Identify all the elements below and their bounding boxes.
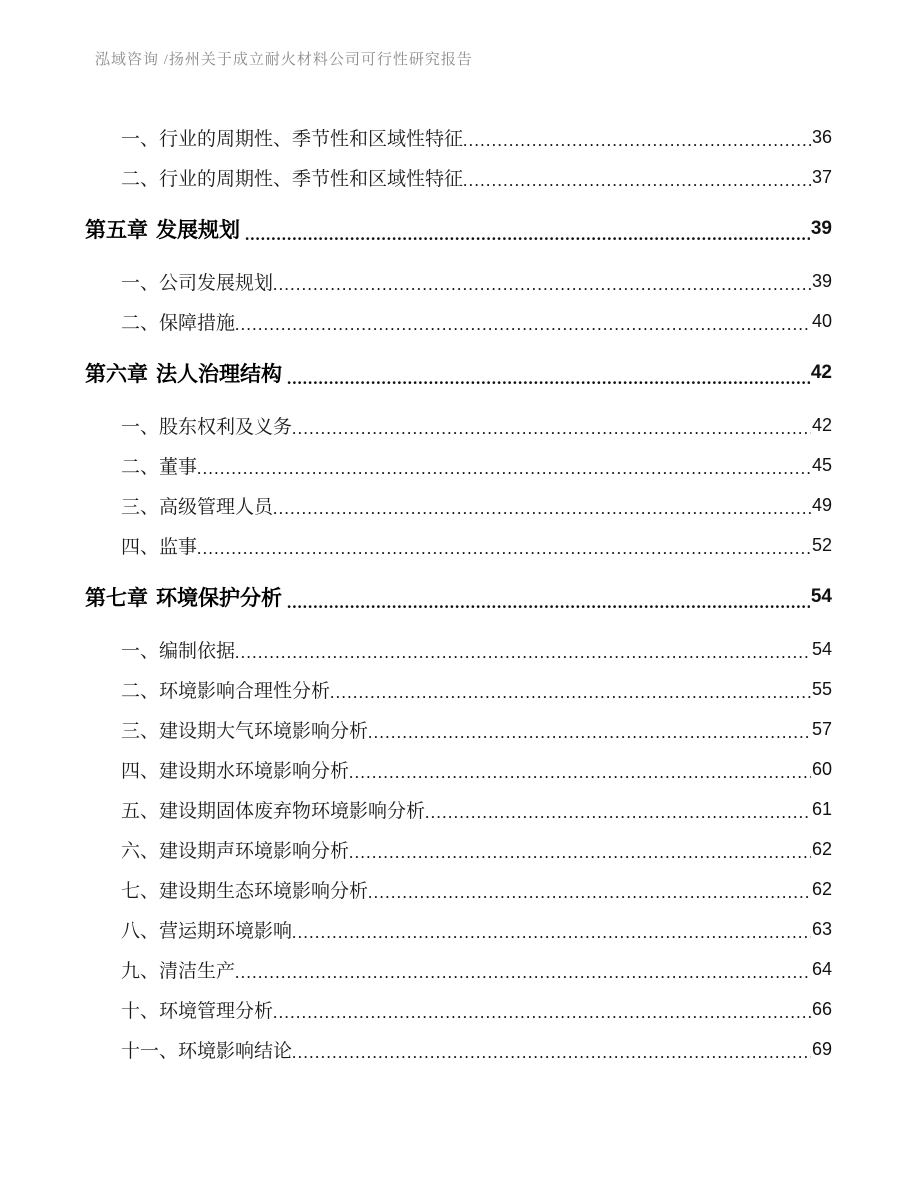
- toc-entry-title: 高级管理人员: [159, 496, 274, 518]
- toc-entry-sub-9[interactable]: [85, 525, 832, 565]
- toc-entry-page: 49: [811, 494, 832, 515]
- toc-entry-number: 六、: [121, 840, 160, 862]
- toc-entry-sub-11[interactable]: [85, 629, 832, 669]
- dot-leader: [292, 417, 811, 441]
- toc-entry-title: 环境影响合理性分析: [159, 680, 331, 702]
- toc-entry-page: 57: [811, 718, 832, 739]
- toc-entry-sub-6[interactable]: [85, 405, 832, 445]
- dot-leader: [197, 537, 811, 561]
- toc-entry-page: 66: [811, 998, 832, 1019]
- toc-entry-page: 55: [811, 678, 832, 699]
- toc-entry-page: 42: [811, 414, 832, 435]
- toc-entry-sub-17[interactable]: [85, 869, 832, 909]
- toc-entry-page: 62: [811, 838, 832, 859]
- toc-entry-number: 十、: [121, 1000, 160, 1022]
- dot-leader: [292, 921, 811, 945]
- toc-entry-page: 63: [811, 918, 832, 939]
- toc-entry-sub-19[interactable]: [85, 949, 832, 989]
- toc-entry-number: 二、: [121, 312, 160, 334]
- dot-leader: [463, 169, 811, 193]
- toc-entry-page: 64: [811, 958, 832, 979]
- toc-entry-title: 环境影响结论: [178, 1040, 293, 1062]
- toc-entry-chapter-5[interactable]: [85, 353, 832, 393]
- toc-entry-title: 环境保护分析: [156, 586, 282, 610]
- toc-entry-sub-4[interactable]: [85, 301, 832, 341]
- toc-entry-page: 42: [810, 362, 832, 383]
- document-header: [95, 50, 473, 70]
- dot-leader: [273, 273, 811, 297]
- toc-entry-sub-8[interactable]: [85, 485, 832, 525]
- toc-entry-title: 股东权利及义务: [159, 416, 293, 438]
- toc-entry-sub-18[interactable]: [85, 909, 832, 949]
- toc-entry-number: 十一、: [121, 1040, 179, 1062]
- dot-leader: [463, 129, 811, 153]
- toc-entry-title: 行业的周期性、季节性和区域性特征: [159, 128, 464, 150]
- toc-entry-title: 建设期声环境影响分析: [159, 840, 350, 862]
- dot-leader: [197, 457, 811, 481]
- table-of-contents: [85, 117, 832, 1069]
- dot-leader: [287, 365, 810, 389]
- toc-entry-sub-13[interactable]: [85, 709, 832, 749]
- toc-entry-sub-21[interactable]: [85, 1029, 832, 1069]
- toc-entry-number: 四、: [121, 536, 160, 558]
- toc-entry-chapter-10[interactable]: [85, 577, 832, 617]
- toc-entry-sub-7[interactable]: [85, 445, 832, 485]
- toc-entry-page: 52: [811, 534, 832, 555]
- toc-entry-title: 法人治理结构: [156, 362, 282, 386]
- toc-entry-number: 第五章: [85, 218, 148, 242]
- dot-leader: [330, 681, 811, 705]
- toc-entry-title: 监事: [159, 536, 198, 558]
- toc-entry-number: 七、: [121, 880, 160, 902]
- toc-entry-title: 建设期固体废弃物环境影响分析: [159, 800, 426, 822]
- toc-entry-number: 八、: [121, 920, 160, 942]
- toc-entry-title: 清洁生产: [159, 960, 236, 982]
- dot-leader: [235, 961, 811, 985]
- toc-entry-number: 二、: [121, 168, 160, 190]
- toc-entry-page: 60: [811, 758, 832, 779]
- toc-entry-title: 行业的周期性、季节性和区域性特征: [159, 168, 464, 190]
- toc-entry-number: 五、: [121, 800, 160, 822]
- toc-entry-number: 一、: [121, 128, 160, 150]
- toc-entry-chapter-2[interactable]: [85, 209, 832, 249]
- toc-entry-title: 公司发展规划: [159, 272, 274, 294]
- toc-entry-number: 九、: [121, 960, 160, 982]
- toc-entry-title: 建设期生态环境影响分析: [159, 880, 369, 902]
- dot-leader: [349, 841, 811, 865]
- toc-entry-page: 61: [811, 798, 832, 819]
- toc-entry-page: 54: [810, 586, 832, 607]
- dot-leader: [245, 221, 810, 245]
- dot-leader: [425, 801, 811, 825]
- dot-leader: [287, 589, 810, 613]
- toc-entry-title: 环境管理分析: [159, 1000, 274, 1022]
- dot-leader: [349, 761, 811, 785]
- toc-entry-sub-0[interactable]: [85, 117, 832, 157]
- toc-entry-number: 第七章: [85, 586, 148, 610]
- toc-entry-number: 三、: [121, 496, 160, 518]
- toc-entry-number: 一、: [121, 272, 160, 294]
- header-text: 泓域咨询 /扬州关于成立耐火材料公司可行性研究报告: [95, 52, 473, 68]
- toc-entry-number: 一、: [121, 416, 160, 438]
- toc-entry-title: 董事: [159, 456, 198, 478]
- toc-entry-page: 37: [811, 166, 832, 187]
- toc-entry-page: 45: [811, 454, 832, 475]
- toc-entry-number: 三、: [121, 720, 160, 742]
- toc-entry-sub-3[interactable]: [85, 261, 832, 301]
- toc-entry-number: 一、: [121, 640, 160, 662]
- dot-leader: [368, 881, 811, 905]
- toc-entry-sub-1[interactable]: [85, 157, 832, 197]
- toc-entry-title: 建设期水环境影响分析: [159, 760, 350, 782]
- toc-entry-title: 发展规划: [156, 218, 240, 242]
- toc-entry-page: 54: [811, 638, 832, 659]
- toc-entry-title: 建设期大气环境影响分析: [159, 720, 369, 742]
- toc-entry-page: 40: [811, 310, 832, 331]
- dot-leader: [235, 641, 811, 665]
- toc-entry-title: 编制依据: [159, 640, 236, 662]
- toc-entry-sub-15[interactable]: [85, 789, 832, 829]
- toc-entry-sub-20[interactable]: [85, 989, 832, 1029]
- dot-leader: [235, 313, 811, 337]
- toc-entry-title: 营运期环境影响: [159, 920, 293, 942]
- toc-entry-sub-12[interactable]: [85, 669, 832, 709]
- toc-entry-number: 四、: [121, 760, 160, 782]
- toc-entry-title: 保障措施: [159, 312, 236, 334]
- toc-entry-page: 39: [811, 270, 832, 291]
- dot-leader: [273, 1001, 811, 1025]
- toc-entry-sub-16[interactable]: [85, 829, 832, 869]
- toc-entry-page: 39: [810, 218, 832, 239]
- dot-leader: [273, 497, 811, 521]
- toc-entry-number: 二、: [121, 680, 160, 702]
- toc-entry-number: 第六章: [85, 362, 148, 386]
- toc-entry-sub-14[interactable]: [85, 749, 832, 789]
- toc-entry-page: 69: [811, 1038, 832, 1059]
- toc-entry-number: 二、: [121, 456, 160, 478]
- dot-leader: [368, 721, 811, 745]
- toc-entry-page: 62: [811, 878, 832, 899]
- toc-entry-page: 36: [811, 126, 832, 147]
- dot-leader: [292, 1041, 811, 1065]
